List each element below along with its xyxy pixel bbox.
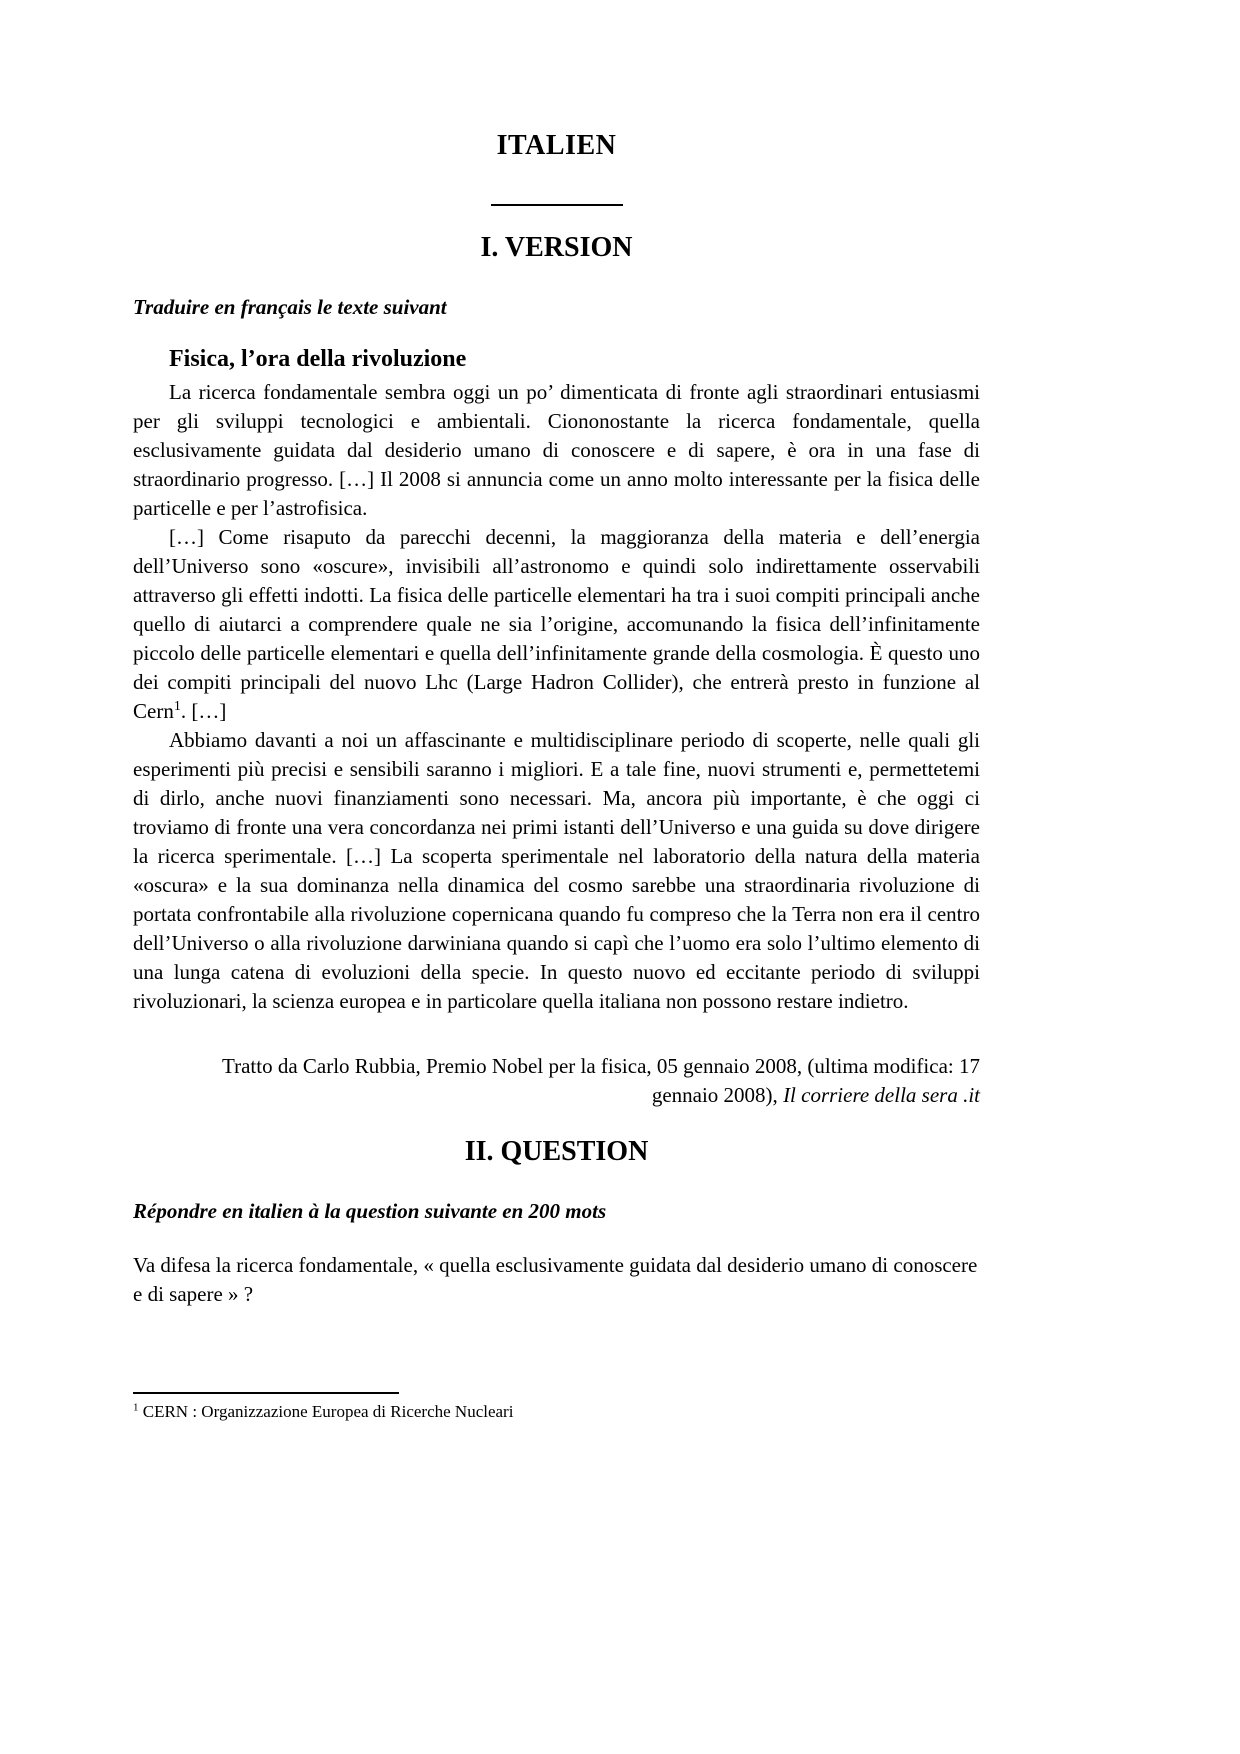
- document-title: ITALIEN: [496, 130, 617, 161]
- attribution-source: Il corriere della sera .it: [783, 1083, 980, 1107]
- attribution-line2: gennaio 2008),: [651, 1083, 784, 1107]
- footnote-marker: 1: [133, 1401, 139, 1414]
- footnote-text: [133, 1401, 980, 1423]
- section-question-heading: II. QUESTION: [464, 1136, 649, 1167]
- article-title: Fisica, l’ora della rivoluzione: [169, 346, 467, 372]
- version-instruction: Traduire en français le texte suivant: [133, 295, 447, 319]
- footnote-separator: [133, 1392, 399, 1394]
- question-instruction: Répondre en italien à la question suivante en 200 mots: [133, 1199, 607, 1223]
- footnote-reference: 1: [173, 699, 181, 714]
- attribution-line1: Tratto da Carlo Rubbia, Premio Nobel per la fisica, 05 gennaio 2008, (ultima modifica: 17: [222, 1054, 980, 1078]
- title-separator: [491, 204, 623, 206]
- question-text: Va difesa la ricerca fondamentale, « quella esclusivamente guidata dal desiderio umano di conoscere e di sapere » ?: [133, 1253, 978, 1306]
- attribution: [133, 1052, 980, 1110]
- paragraph-3: Abbiamo davanti a noi un affascinante e multidisciplinare periodo di scoperte, nelle quali gli esperimenti più precisi e sensibili saranno i migliori. E a tale fine, nuovi strumenti e, permettetemi di dirlo, anche nuovi finanziamenti sono necessari. Ma, ancora più importante, è che oggi ci troviamo di fronte una vera concordanza nei primi istanti dell’Universo e una guida su dove dirigere la ricerca sperimentale. […] La scoperta sperimentale nel laboratorio della natura della materia «oscura» e la sua dominanza nella dinamica del cosmo sarebbe una straordinaria rivoluzione di portata confrontabile alla rivoluzione copernicana quando fu compreso che la Terra non era il centro dell’Universo o alla rivoluzione darwiniana quando si capì che l’uomo era solo l’ultimo elemento di una lunga catena di evoluzioni della specie. In questo nuovo ed eccitante periodo di sviluppi rivoluzionari, la scienza europea e in particolare quella italiana non possono restare indietro.: [133, 728, 980, 1013]
- paragraph-1: La ricerca fondamentale sembra oggi un po’ dimenticata di fronte agli straordinari entusiasmi per gli sviluppi tecnologici e ambientali. Ciononostante la ricerca fondamentale, quella esclusivamente guidata dal desiderio umano di conoscere e di sapere, è ora in una fase di straordinario progresso. […] Il 2008 si annuncia come un anno molto interessante per la fisica delle particelle e per l’astrofisica.: [133, 380, 980, 520]
- paragraph-2: [133, 523, 980, 726]
- footnote-body: CERN : Organizzazione Europea di Ricerche Nucleari: [142, 1402, 514, 1421]
- section-version-heading: I. VERSION: [480, 232, 633, 263]
- paragraph-2-text: […] Come risaputo da parecchi decenni, la maggioranza della materia e dell’energia dell’Universo sono «oscure», invisibili all’astronomo e quindi solo indirettamente osservabili attraverso gli effetti indotti. La fisica delle particelle elementari ha tra i suoi compiti principali anche quello di aiutarci a comprendere quale ne sia l’origine, accomunando la fisica dell’infinitamente piccolo delle particelle elementari e quella dell’infinitamente grande della cosmologia. È questo uno dei compiti principali del nuovo Lhc (Large Hadron Collider), che entrerà presto in funzione al Cern: [133, 525, 980, 723]
- footnote: [133, 1392, 980, 1423]
- paragraph-2-tail: . […]: [180, 699, 227, 723]
